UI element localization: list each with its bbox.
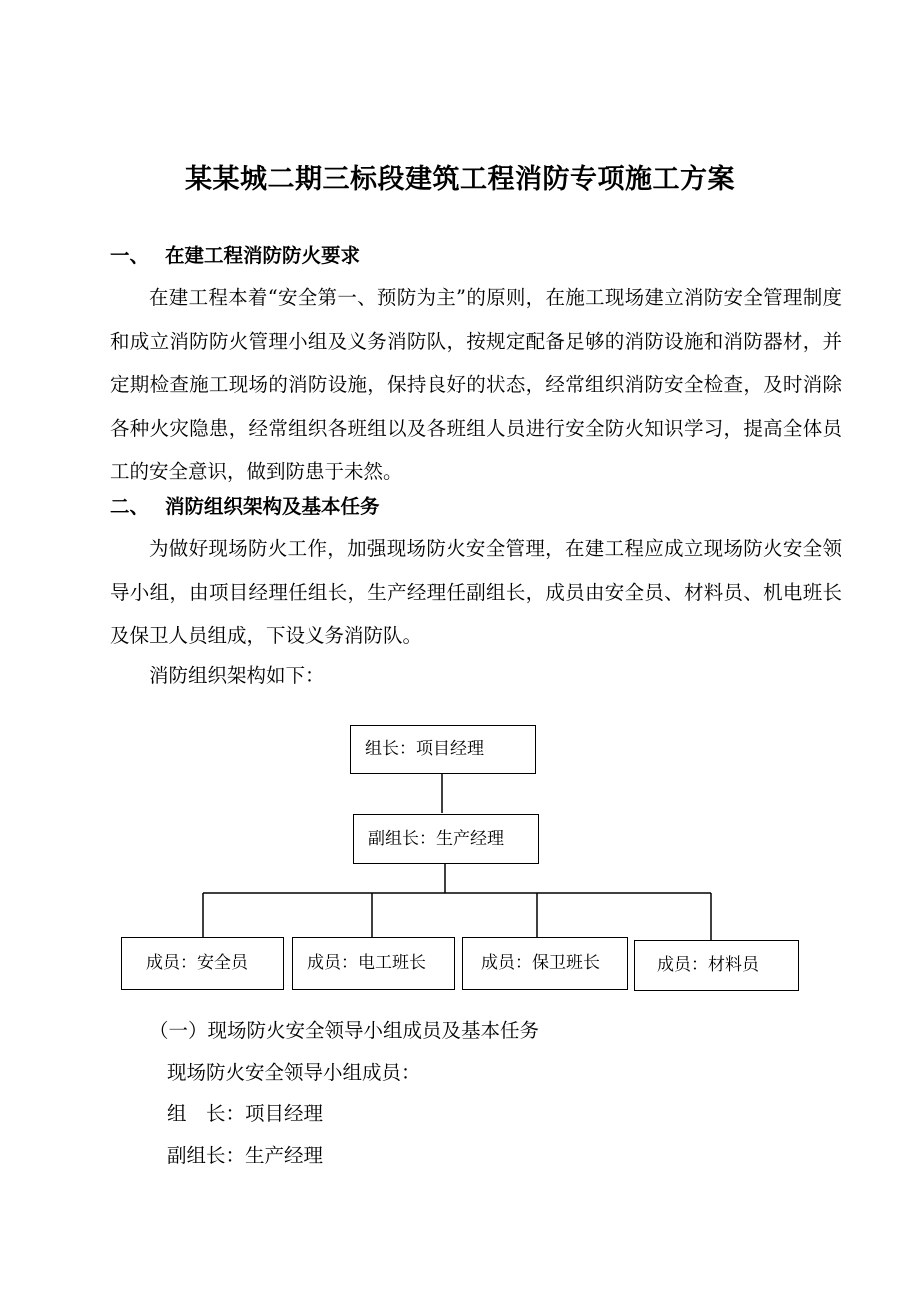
section-2-paragraph: 为做好现场防火工作，加强现场防火安全管理，在建工程应成立现场防火安全领导小组，由项目经理任组长，生产经理任副组长，成员由安全员、材料员、机电班长及保卫人员组成，下设义务消防队。: [110, 537, 842, 647]
section-2-heading-text: 消防组织架构及基本任务: [165, 495, 380, 518]
org-leader-label: 组长：项目经理: [365, 739, 484, 759]
subsection-1-leader-line: 组 长：项目经理: [167, 1102, 324, 1125]
subsection-1-heading: （一）现场防火安全领导小组成员及基本任务: [149, 1019, 540, 1042]
org-member-label-3: 成员：保卫班长: [481, 953, 600, 973]
section-2-number: 二、: [110, 495, 150, 518]
org-member-box-3: [462, 937, 628, 990]
subsection-1-deputy-line: 副组长：生产经理: [167, 1144, 324, 1167]
org-member-box-1: [121, 937, 284, 990]
org-leader-box: [350, 725, 536, 774]
org-member-box-4: [634, 940, 799, 991]
subsection-1-members-label: 现场防火安全领导小组成员：: [167, 1061, 421, 1084]
org-member-label-4: 成员：材料员: [657, 955, 759, 975]
section-1-heading-text: 在建工程消防防火要求: [165, 244, 361, 267]
org-member-label-1: 成员：安全员: [146, 953, 248, 973]
document-title: 某某城二期三标段建筑工程消防专项施工方案: [185, 164, 735, 195]
org-member-label-2: 成员：电工班长: [307, 953, 426, 973]
org-member-box-2: [292, 937, 455, 990]
org-deputy-box: [353, 814, 539, 864]
org-chart-intro: 消防组织架构如下：: [149, 664, 325, 687]
section-1-number: 一、: [110, 244, 150, 267]
section-1-paragraph: 在建工程本着“安全第一、预防为主”的原则，在施工现场建立消防安全管理制度和成立消防防火管理小组及义务消防队，按规定配备足够的消防设施和消防器材，并定期检查施工现场的消防设施，保持良好的状态，经常组织消防安全检查，及时消除各种火灾隐患，经常组织各班组以及各班组人员进行安全防火知识学习，提高全体员工的安全意识，做到防患于未然。: [110, 286, 842, 483]
org-deputy-label: 副组长：生产经理: [368, 828, 504, 849]
